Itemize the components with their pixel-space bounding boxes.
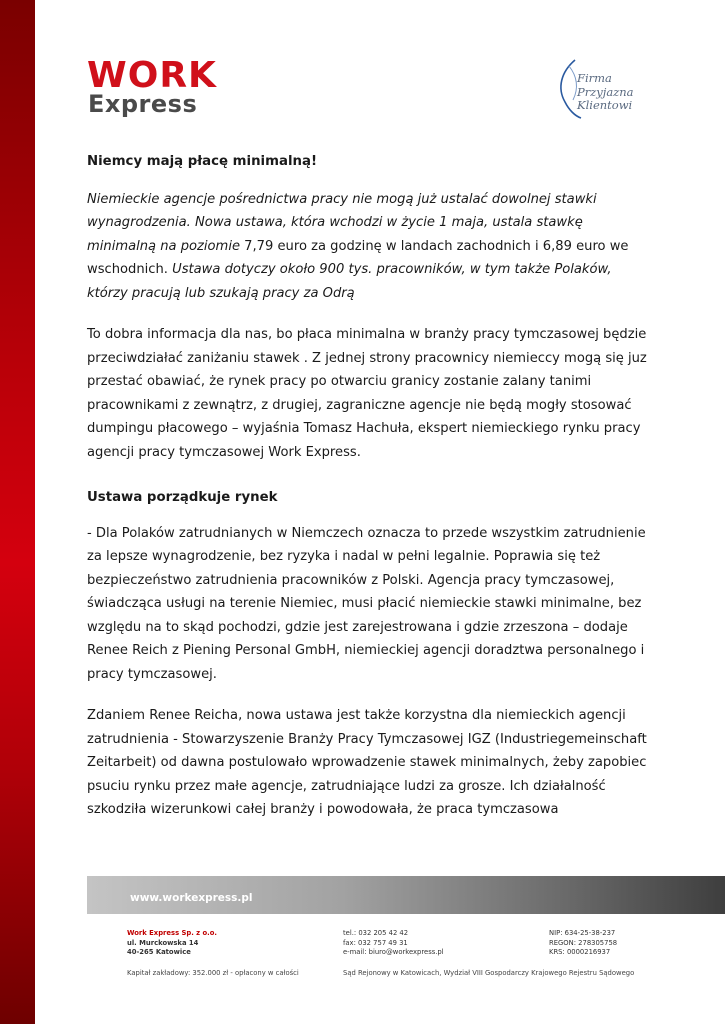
article-title: Niemcy mają płacę minimalną! [87,154,318,169]
footer-address [127,929,217,958]
footer-contact [343,929,444,958]
footer-regon: REGON: 278305758 [549,938,618,947]
footer-court: Sąd Rejonowy w Katowicach, Wydział VIII Gospodarczy Krajowego Rejestru Sądowego [343,969,635,977]
footer-registry [549,929,617,958]
paragraph-2: - Dla Polaków zatrudnianych w Niemczech oznacza to przede wszystkim zatrudnienie za lepsze wynagrodzenie, bez ryzyka i nadal w pełni legalnie. Poprawia się też bezpieczeństwo zatrudnienia pracowników z Polski. Agencja pracy tymczasowej, świadcząca usługi na terenie Niemiec, musi płacić niemieckie stawki minimalne, bez względu na to skąd pochodzi, gdzie jest zarejestrowana i gdzie zrzeszona – dodaje Renee Reich z Piening Personal GmbH, niemieckiej agencji doradztwa personalnego i pracy tymczasowej. [87,525,646,682]
section-subtitle: Ustawa porządkuje rynek [87,490,278,505]
footer-krs: KRS: 0000216937 [549,948,611,957]
footer-street: ul. Murckowska 14 [127,938,199,947]
badge-line-1: Firma [577,71,612,85]
footer-nip: NIP: 634-25-38-237 [549,929,616,937]
firma-przyjazna-klientowi-badge [555,58,635,120]
footer-tel: tel.: 032 205 42 42 [343,929,409,937]
footer-fax: fax: 032 757 49 31 [343,938,408,947]
paragraph-3: Zdaniem Renee Reicha, nowa ustawa jest także korzystna dla niemieckich agencji zatrudnienia - Stowarzyszenie Branży Pracy Tymczasowej IGZ (Industriegemeinschaft Zeitarbeit) od dawna postulowało wprowadzenie stawek minimalnych, żeby zapobiec psuciu rynku przez małe agencje, zatrudniające ludzi za grosze. Ich działalność szkodziła wizerunkowi całej branży i powodowała, że praca tymczasowa [87,708,647,817]
article-body [87,150,647,840]
footer-company: Work Express Sp. z o.o. [127,929,218,937]
logo-work-text: WORK [87,55,217,96]
left-red-stripe [0,0,35,1024]
footer-website-link[interactable]: www.workexpress.pl [130,892,253,904]
lead-normal: 7,79 euro za godzinę w landach zachodnich i 6,89 euro we wschodnich. [87,238,629,277]
footer-bar [87,876,725,914]
lead-italic: Niemieckie agencje pośrednictwa pracy nie mogą już ustalać dowolnej stawki wynagrodzenia. Nowa ustawa, która wchodzi w życie 1 maja, ustala stawkę minimalną na poziomie [87,191,597,254]
footer-city: 40-265 Katowice [127,948,191,957]
badge-line-3: Klientowi [577,98,633,112]
lead-italic-end: Ustawa dotyczy około 900 tys. pracowników, w tym także Polaków, którzy pracują lub szukają pracy za Odrą [87,262,612,301]
paragraph-1: To dobra informacja dla nas, bo płaca minimalna w branży pracy tymczasowej będzie przeciwdziałać zaniżaniu stawek . Z jednej strony pracownicy niemieccy mogą się juz przestać obawiać, że rynek pracy po otwarciu granicy zostanie zalany tanimi pracownikami z zewnątrz, z drugiej, zagraniczne agencje nie będą mogły stosować dumpingu płacowego – wyjaśnia Tomasz Hachuła, ekspert niemieckiego rynku pracy agencji pracy tymczasowej Work Express. [87,327,647,460]
footer-capital: Kapitał zakładowy: 352.000 zł - opłacony w całości [127,969,299,977]
logo-express-text: Express [88,90,198,118]
badge-line-2: Przyjazna [577,84,634,99]
work-express-logo [87,55,217,118]
article-lead [87,188,647,306]
footer-email[interactable]: e-mail: biuro@workexpress.pl [343,948,444,957]
